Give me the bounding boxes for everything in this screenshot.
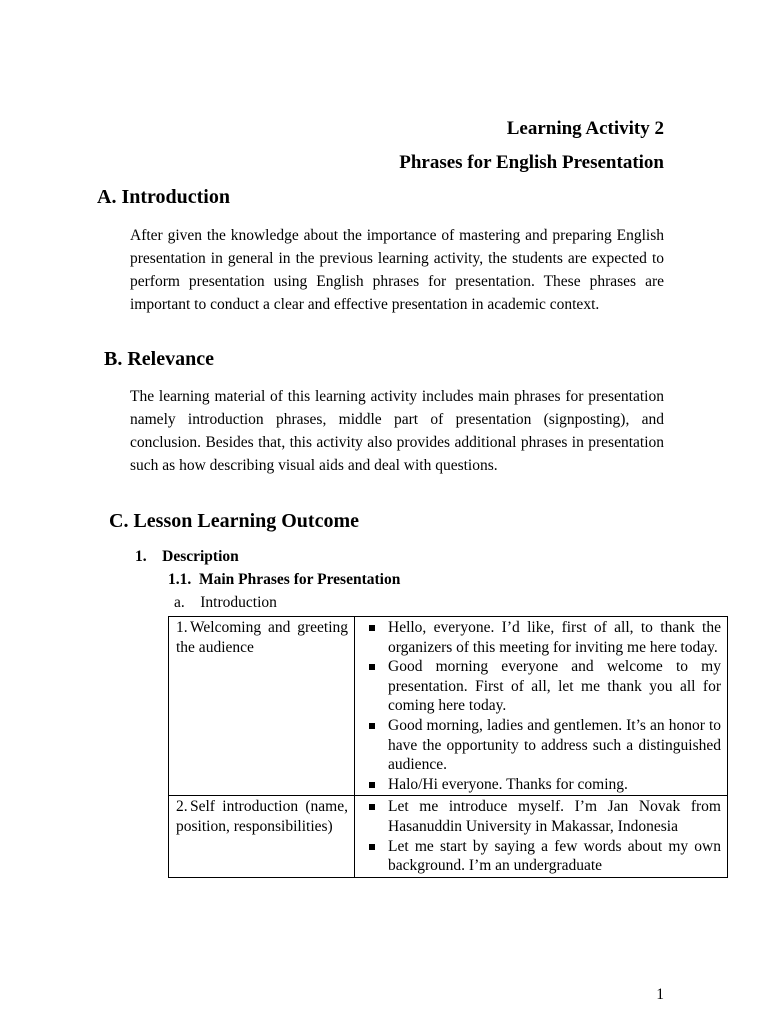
- phrase-item: [362, 837, 721, 876]
- square-bullet-icon: [369, 723, 375, 729]
- section-b-heading: B. Relevance: [104, 348, 214, 370]
- row-category-label: [176, 797, 348, 836]
- activity-subtitle: Phrases for English Presentation: [399, 152, 664, 173]
- phrase-text: Hello, everyone. I’d like, first of all, to thank the organizers of this meeting for inviting me here today.: [388, 619, 721, 656]
- row-category-cell: [169, 617, 355, 796]
- page-number: 1: [656, 986, 664, 1003]
- square-bullet-icon: [369, 804, 375, 810]
- square-bullet-icon: [369, 844, 375, 850]
- phrase-text: Let me introduce myself. I’m Jan Novak from Hasanuddin University in Makassar, Indonesia: [388, 798, 721, 835]
- phrase-list: [362, 618, 721, 794]
- outline-main-phrases: 1.1. Main Phrases for Presentation: [168, 571, 401, 588]
- phrase-item: [362, 716, 721, 775]
- phrase-item: [362, 775, 721, 795]
- section-b-paragraph: The learning material of this learning activity includes main phrases for presentation namely introduction phrases, middle part of presentation (signposting), and conclusion. Besides that, this activity also provides additional phrases in presentation such as how describing visual aids and deal with questions.: [130, 388, 664, 474]
- row-category-label: [176, 618, 348, 657]
- phrase-item: [362, 797, 721, 836]
- phrases-table: [168, 616, 728, 878]
- section-a-paragraph: After given the knowledge about the importance of mastering and preparing English presentation in general in the previous learning activity, the students are expected to perform presentation using English phrases for presentation. These phrases are important to conduct a clear and effective presentation in academic context.: [130, 227, 664, 313]
- table-row: [169, 796, 728, 877]
- table-row: [169, 617, 728, 796]
- row-number: 1.: [176, 619, 188, 636]
- phrase-text: Good morning everyone and welcome to my presentation. First of all, let me thank you all for coming here today.: [388, 658, 721, 715]
- row-label-text: Welcoming and greeting the audience: [176, 619, 348, 656]
- row-label-text: Self introduction (name, position, responsibilities): [176, 798, 348, 835]
- row-phrases-cell: [355, 796, 728, 877]
- phrase-list: [362, 797, 721, 875]
- row-phrases-cell: [355, 617, 728, 796]
- phrase-text: Good morning, ladies and gentlemen. It’s an honor to have the opportunity to address such a distinguished audience.: [388, 716, 721, 774]
- section-a-heading: A. Introduction: [97, 186, 230, 208]
- square-bullet-icon: [369, 782, 375, 788]
- outline-description: 1. Description: [135, 548, 239, 565]
- section-c-heading: C. Lesson Learning Outcome: [109, 510, 359, 532]
- square-bullet-icon: [369, 625, 375, 631]
- activity-title: Learning Activity 2: [506, 118, 664, 139]
- row-category-cell: [169, 796, 355, 877]
- row-number: 2.: [176, 798, 188, 816]
- phrase-item: [362, 618, 721, 657]
- square-bullet-icon: [369, 664, 375, 670]
- phrase-text: Halo/Hi everyone. Thanks for coming.: [388, 775, 628, 793]
- outline-introduction: a. Introduction: [174, 594, 277, 611]
- phrase-text: Let me start by saying a few words about my own background. I’m an undergraduate: [388, 837, 721, 875]
- phrase-item: [362, 657, 721, 716]
